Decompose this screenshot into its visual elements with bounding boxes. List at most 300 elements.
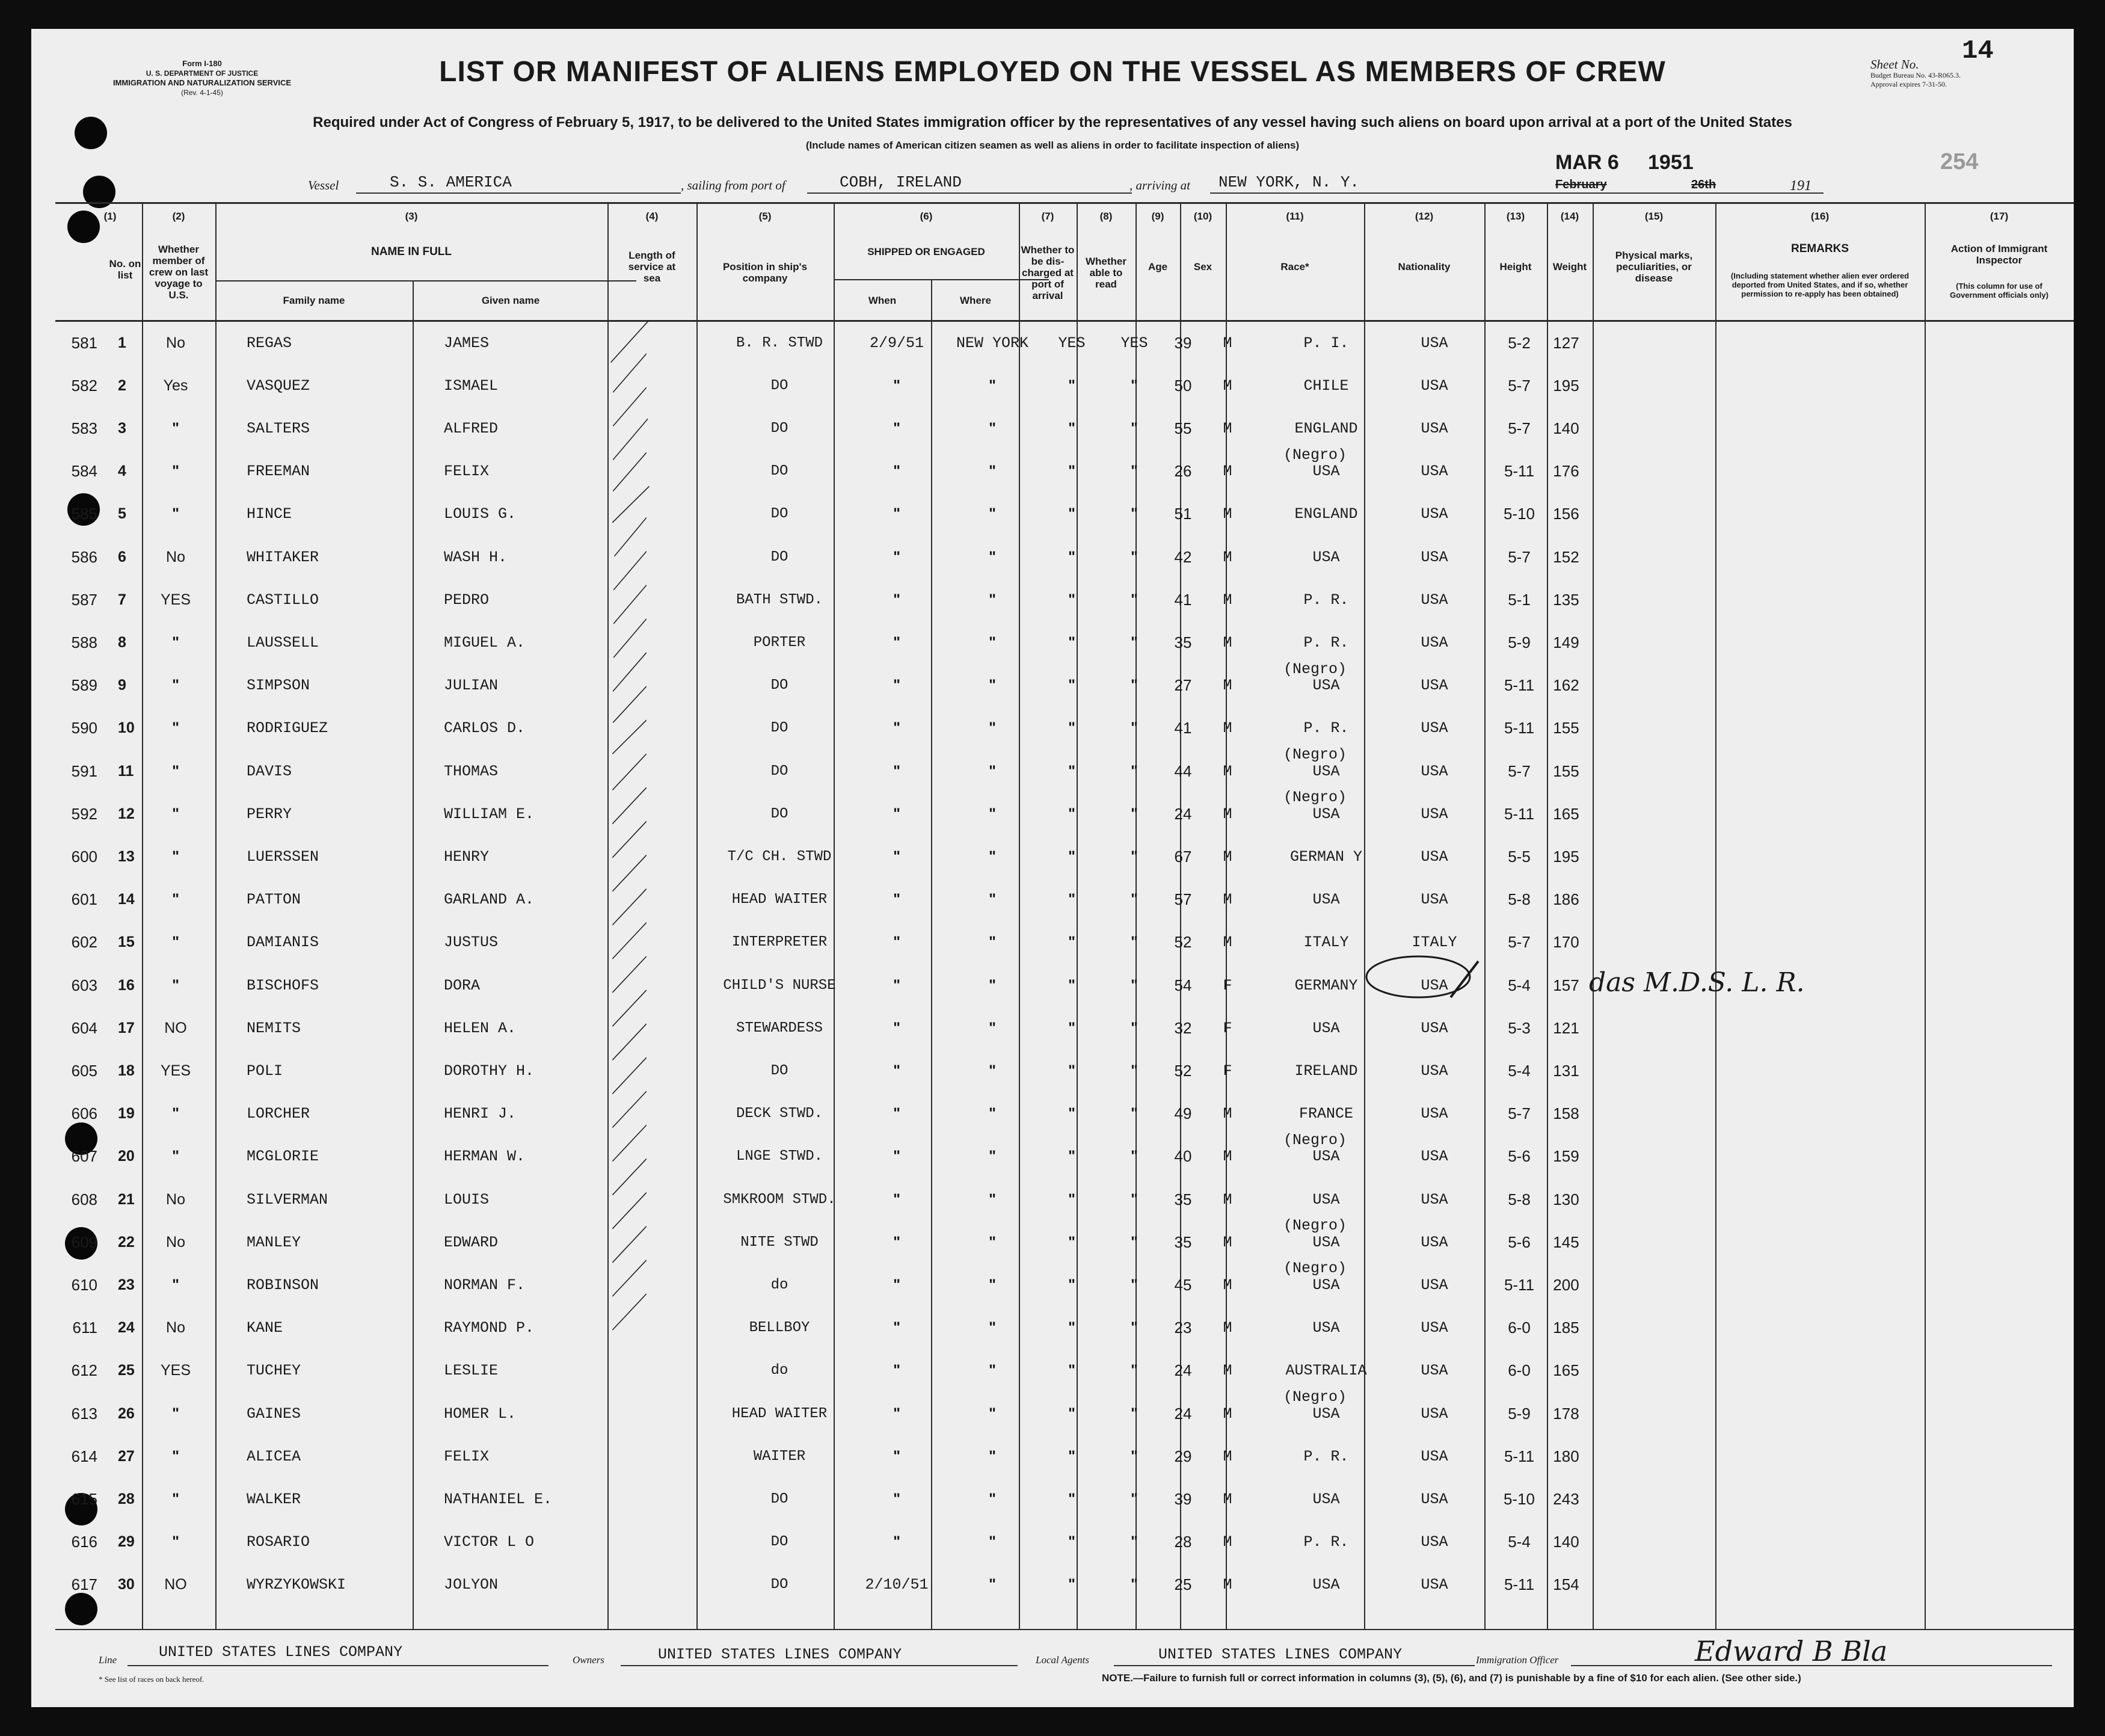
row-family-name: ROSARIO xyxy=(247,1533,310,1551)
row-height: 5-8 xyxy=(1508,1190,1531,1208)
row-discharged: " xyxy=(1068,1447,1075,1465)
row-given-name: VICTOR L O xyxy=(444,1533,535,1551)
row-height: 5-4 xyxy=(1508,1533,1531,1551)
row-family-name: FREEMAN xyxy=(247,463,310,481)
table-row xyxy=(31,921,2074,964)
row-height: 5-7 xyxy=(1508,1104,1531,1123)
row-nationality: USA xyxy=(1421,1105,1448,1123)
row-sequence-number: 13 xyxy=(118,848,135,865)
table-row xyxy=(31,1477,2074,1521)
row-able-to-read: " xyxy=(1131,848,1138,865)
row-weight: 157 xyxy=(1553,976,1579,994)
row-sex: M xyxy=(1223,463,1232,481)
row-height: 5-7 xyxy=(1508,933,1531,952)
row-discharged: " xyxy=(1068,891,1075,908)
row-line-number: 602 xyxy=(71,933,97,952)
row-last-voyage: Yes xyxy=(163,377,188,394)
row-shipped-where: " xyxy=(989,1447,996,1465)
row-sequence-number: 9 xyxy=(118,677,126,694)
row-given-name: FELIX xyxy=(444,463,490,481)
row-age: 26 xyxy=(1174,462,1192,481)
row-race: P. R. xyxy=(1303,591,1349,609)
row-height: 5-7 xyxy=(1508,376,1531,395)
row-race: GERMAN Y xyxy=(1289,848,1363,866)
row-discharged: " xyxy=(1068,1319,1075,1337)
row-weight: 186 xyxy=(1553,890,1579,909)
row-nationality: USA xyxy=(1421,1190,1448,1208)
row-shipped-where: " xyxy=(989,677,996,694)
footer-officer-signature: Edward B Bla xyxy=(1695,1635,1888,1667)
row-family-name: WHITAKER xyxy=(247,548,319,566)
row-age: 41 xyxy=(1174,590,1192,609)
footnote: * See list of races on back hereof. xyxy=(99,1675,204,1684)
row-sequence-number: 10 xyxy=(118,719,135,737)
row-nationality: USA xyxy=(1421,419,1448,437)
row-able-to-read: " xyxy=(1131,805,1138,822)
row-discharged: " xyxy=(1068,805,1075,822)
row-discharged: " xyxy=(1068,677,1075,694)
row-given-name: HELEN A. xyxy=(444,1019,517,1037)
row-last-voyage: " xyxy=(172,1447,179,1465)
row-able-to-read: " xyxy=(1131,1148,1138,1165)
row-race: P. R. xyxy=(1303,719,1349,737)
col-header-given-name: Given name xyxy=(481,294,540,306)
row-able-to-read: YES xyxy=(1120,334,1148,352)
row-height: 5-11 xyxy=(1504,719,1535,737)
col-header-length-of-service: Length of service at sea xyxy=(628,249,676,284)
row-position: SMKROOM STWD. xyxy=(723,1191,836,1208)
printed-year: 191 xyxy=(1790,178,1812,194)
row-weight: 140 xyxy=(1553,419,1579,437)
row-height: 5-11 xyxy=(1504,676,1535,695)
row-given-name: ISMAEL xyxy=(444,377,499,395)
row-weight: 170 xyxy=(1553,933,1579,952)
row-sex: M xyxy=(1223,1576,1232,1594)
row-discharged: " xyxy=(1068,1190,1075,1208)
row-given-name: JOLYON xyxy=(444,1576,499,1594)
row-nationality: USA xyxy=(1421,1490,1448,1508)
row-race: USA xyxy=(1312,891,1340,909)
col-header-name-in-full: NAME IN FULL xyxy=(370,245,452,258)
row-able-to-read: " xyxy=(1131,1190,1138,1208)
row-weight: 200 xyxy=(1553,1275,1579,1294)
row-race-note: (Negro) xyxy=(1283,1260,1347,1278)
row-sequence-number: 11 xyxy=(118,762,134,780)
row-race-note: (Negro) xyxy=(1283,1131,1347,1149)
col-num-10: (10) xyxy=(1193,211,1212,222)
row-last-voyage: " xyxy=(172,1490,179,1507)
row-weight: 155 xyxy=(1553,719,1579,737)
row-race-note: (Negro) xyxy=(1283,446,1347,464)
row-family-name: REGAS xyxy=(247,334,292,352)
table-row xyxy=(31,835,2074,878)
row-age: 67 xyxy=(1174,847,1192,866)
row-weight: 155 xyxy=(1553,762,1579,780)
row-position: DO xyxy=(770,506,788,523)
row-position: PORTER xyxy=(753,634,806,651)
row-sequence-number: 25 xyxy=(118,1362,135,1379)
row-sequence-number: 12 xyxy=(118,805,135,822)
row-height: 6-0 xyxy=(1508,1361,1531,1380)
col-num-15: (15) xyxy=(1644,211,1664,222)
sheet-label: Sheet No. xyxy=(1870,57,1919,72)
row-given-name: HENRY xyxy=(444,848,490,866)
row-discharged: " xyxy=(1068,548,1075,565)
row-race: GERMANY xyxy=(1294,976,1358,994)
subtitle-note: (Include names of American citizen seamen as well as aliens in order to facilitate inspection of aliens) xyxy=(805,140,1300,151)
row-given-name: FELIX xyxy=(444,1447,490,1465)
row-last-voyage: No xyxy=(166,1319,185,1337)
row-line-number: 614 xyxy=(71,1447,97,1465)
row-weight: 180 xyxy=(1553,1447,1579,1465)
row-discharged: " xyxy=(1068,1148,1075,1165)
table-row xyxy=(31,1178,2074,1221)
row-family-name: DAVIS xyxy=(247,762,292,780)
row-shipped-when: " xyxy=(893,1190,900,1208)
row-sequence-number: 6 xyxy=(118,548,126,565)
row-last-voyage: YES xyxy=(160,1062,191,1079)
row-race: IRELAND xyxy=(1294,1062,1358,1080)
row-weight: 149 xyxy=(1553,633,1579,651)
row-nationality: USA xyxy=(1421,1405,1448,1423)
row-position: WAITER xyxy=(753,1448,806,1465)
table-row xyxy=(31,1388,2074,1435)
service: IMMIGRATION AND NATURALIZATION SERVICE xyxy=(112,78,292,87)
row-race: USA xyxy=(1312,1233,1340,1251)
row-age: 39 xyxy=(1174,333,1192,352)
row-nationality: USA xyxy=(1421,891,1448,909)
row-family-name: DAMIANIS xyxy=(247,934,319,952)
sheet-number: 14 xyxy=(1962,36,1994,66)
row-last-voyage: " xyxy=(172,719,179,737)
row-given-name: HOMER L. xyxy=(444,1405,517,1423)
row-race: FRANCE xyxy=(1298,1105,1353,1123)
row-shipped-when: " xyxy=(893,976,900,994)
row-race: USA xyxy=(1312,1319,1340,1337)
row-sequence-number: 28 xyxy=(118,1490,135,1507)
row-last-voyage: NO xyxy=(164,1576,187,1593)
row-sequence-number: 5 xyxy=(118,505,126,523)
table-row xyxy=(31,1563,2074,1607)
col-header-weight: Weight xyxy=(1552,260,1587,272)
row-race: USA xyxy=(1312,1148,1340,1166)
row-sex: M xyxy=(1223,1148,1232,1166)
row-sex: F xyxy=(1223,976,1232,994)
row-race-note: (Negro) xyxy=(1283,1217,1347,1235)
row-line-number: 588 xyxy=(71,633,97,651)
col-num-16: (16) xyxy=(1810,211,1830,222)
row-age: 54 xyxy=(1174,976,1192,994)
row-last-voyage: " xyxy=(172,762,179,780)
row-given-name: MIGUEL A. xyxy=(444,633,526,651)
row-shipped-when: " xyxy=(893,377,900,394)
row-age: 35 xyxy=(1174,1190,1192,1208)
row-discharged: " xyxy=(1068,463,1075,480)
table-row xyxy=(31,1349,2074,1393)
row-given-name: JUSTUS xyxy=(444,934,499,952)
row-family-name: LORCHER xyxy=(247,1105,310,1123)
row-position: BELLBOY xyxy=(749,1320,810,1337)
col-header-member-last-voyage: Whether member of crew on last voyage to U.S. xyxy=(149,243,209,301)
row-able-to-read: " xyxy=(1131,591,1138,608)
row-sequence-number: 30 xyxy=(118,1576,135,1593)
row-weight: 165 xyxy=(1553,1361,1579,1380)
row-nationality: USA xyxy=(1421,1533,1448,1551)
row-line-number: 592 xyxy=(71,804,97,823)
table-row xyxy=(31,493,2074,536)
row-sequence-number: 15 xyxy=(118,934,135,951)
row-race: CHILE xyxy=(1303,377,1349,395)
col-num-14: (14) xyxy=(1560,211,1579,222)
col-header-height: Height xyxy=(1499,260,1532,272)
row-family-name: ROBINSON xyxy=(247,1276,319,1294)
row-sex: M xyxy=(1223,633,1232,651)
row-position: do xyxy=(770,1276,788,1293)
arrival-date-stamp: MAR 6 xyxy=(1555,151,1619,174)
row-given-name: JAMES xyxy=(444,334,490,352)
col-header-discharged: Whether to be dis-charged at port of arrival xyxy=(1021,244,1075,301)
row-nationality: USA xyxy=(1421,1576,1448,1594)
row-given-name: GARLAND A. xyxy=(444,891,535,909)
document-title: LIST OR MANIFEST OF ALIENS EMPLOYED ON THE VESSEL AS MEMBERS OF CREW xyxy=(439,56,1666,88)
row-shipped-when: " xyxy=(893,719,900,737)
row-able-to-read: " xyxy=(1131,1105,1138,1122)
row-height: 5-11 xyxy=(1504,1447,1535,1465)
row-shipped-where: " xyxy=(989,633,996,651)
row-line-number: 609 xyxy=(71,1233,97,1251)
row-able-to-read: " xyxy=(1131,1447,1138,1465)
row-shipped-when: " xyxy=(893,1276,900,1293)
vessel-name: S. S. AMERICA xyxy=(390,173,512,191)
row-height: 5-6 xyxy=(1508,1147,1531,1166)
row-able-to-read: " xyxy=(1131,976,1138,994)
row-line-number: 585 xyxy=(71,505,97,523)
row-weight: 162 xyxy=(1553,676,1579,695)
row-sequence-number: 7 xyxy=(118,591,126,608)
row-family-name: WALKER xyxy=(247,1490,301,1508)
row-race: USA xyxy=(1312,1019,1340,1037)
row-weight: 185 xyxy=(1553,1319,1579,1337)
row-age: 24 xyxy=(1174,804,1192,823)
row-sex: F xyxy=(1223,1019,1232,1037)
row-shipped-where: " xyxy=(989,1405,996,1422)
row-shipped-when: " xyxy=(893,1447,900,1465)
row-race: USA xyxy=(1312,463,1340,481)
row-given-name: CARLOS D. xyxy=(444,719,526,737)
row-last-voyage: YES xyxy=(160,1362,191,1379)
row-age: 28 xyxy=(1174,1533,1192,1551)
row-sequence-number: 22 xyxy=(118,1233,135,1251)
row-last-voyage: No xyxy=(166,334,185,351)
row-position: HEAD WAITER xyxy=(731,1405,828,1422)
row-able-to-read: " xyxy=(1131,1533,1138,1551)
row-weight: 195 xyxy=(1553,847,1579,866)
row-race: P. I. xyxy=(1303,334,1349,352)
row-sex: M xyxy=(1223,805,1232,823)
col-num-11: (11) xyxy=(1286,211,1304,222)
col-header-sex: Sex xyxy=(1193,260,1212,272)
row-position: DO xyxy=(770,1491,788,1507)
row-race-note: (Negro) xyxy=(1283,1388,1347,1406)
row-nationality: USA xyxy=(1421,719,1448,737)
row-weight: 178 xyxy=(1553,1404,1579,1423)
row-nationality: USA xyxy=(1421,976,1448,994)
row-height: 5-7 xyxy=(1508,419,1531,437)
row-race: USA xyxy=(1312,1190,1340,1208)
row-position: DO xyxy=(770,763,788,780)
row-nationality: USA xyxy=(1421,1019,1448,1037)
row-sex: M xyxy=(1223,1276,1232,1294)
row-position: STEWARDESS xyxy=(736,1020,823,1036)
footer-agents-label: Local Agents xyxy=(1036,1654,1089,1666)
row-weight: 131 xyxy=(1553,1061,1579,1080)
row-sex: M xyxy=(1223,762,1232,780)
form-number: Form I-180 xyxy=(182,59,222,68)
row-given-name: THOMAS xyxy=(444,762,499,780)
row-height: 5-2 xyxy=(1508,333,1531,352)
row-sequence-number: 3 xyxy=(118,419,126,437)
row-height: 5-10 xyxy=(1503,505,1535,523)
remarks-handwritten: das M.D.S. L. R. xyxy=(1589,967,1805,998)
row-position: DO xyxy=(770,1534,788,1551)
row-discharged: " xyxy=(1068,976,1075,994)
row-discharged: " xyxy=(1068,762,1075,780)
footer-owners-label: Owners xyxy=(573,1654,604,1666)
row-position: DO xyxy=(770,1577,788,1593)
row-discharged: " xyxy=(1068,1576,1075,1593)
table-row xyxy=(31,660,2074,707)
row-able-to-read: " xyxy=(1131,934,1138,951)
row-position: DO xyxy=(770,677,788,694)
row-family-name: PATTON xyxy=(247,891,301,909)
col-header-race: Race* xyxy=(1280,260,1309,272)
row-last-voyage: " xyxy=(172,633,179,651)
row-given-name: JULIAN xyxy=(444,677,499,695)
row-shipped-when: " xyxy=(893,591,900,608)
row-race: AUSTRALIA xyxy=(1285,1362,1367,1380)
row-line-number: 604 xyxy=(71,1018,97,1037)
row-nationality: USA xyxy=(1421,377,1448,395)
row-last-voyage: " xyxy=(172,419,179,437)
row-age: 25 xyxy=(1174,1575,1192,1594)
row-sequence-number: 23 xyxy=(118,1276,135,1293)
row-given-name: PEDRO xyxy=(444,591,490,609)
row-weight: 140 xyxy=(1553,1533,1579,1551)
row-position: B. R. STWD xyxy=(736,334,823,351)
row-last-voyage: " xyxy=(172,848,179,865)
row-given-name: ALFRED xyxy=(444,419,499,437)
col-num-1: (1) xyxy=(103,211,117,222)
row-last-voyage: YES xyxy=(160,591,191,608)
row-sex: M xyxy=(1223,891,1232,909)
table-row xyxy=(31,1092,2074,1136)
row-family-name: BISCHOFS xyxy=(247,976,319,994)
table-row xyxy=(31,1260,2074,1307)
row-discharged: " xyxy=(1068,719,1075,737)
row-sex: M xyxy=(1223,1105,1232,1123)
subtitle: Required under Act of Congress of February 5, 1917, to be delivered to the United States immigration officer by the representatives of any vessel having such aliens on board upon arrival at a port of the United States xyxy=(313,114,1792,131)
col-header-inspector-action: Action of Immigrant Inspector xyxy=(1950,243,2048,266)
row-shipped-where: " xyxy=(989,719,996,737)
footer-line-label: Line xyxy=(99,1654,117,1666)
row-position: DO xyxy=(770,377,788,394)
row-shipped-when: " xyxy=(893,1233,900,1251)
row-sex: M xyxy=(1223,719,1232,737)
row-weight: 159 xyxy=(1553,1147,1579,1166)
table-row xyxy=(31,321,2074,365)
row-given-name: LOUIS G. xyxy=(444,505,517,523)
row-sex: M xyxy=(1223,1447,1232,1465)
row-race: ENGLAND xyxy=(1294,505,1358,523)
col-header-inspector-detail: (This column for use of Government officials only) xyxy=(1950,282,2048,300)
col-header-no-on-list: No. on list xyxy=(109,258,141,281)
footer-line-value: UNITED STATES LINES COMPANY xyxy=(159,1643,403,1661)
table-row xyxy=(31,707,2074,750)
row-sequence-number: 17 xyxy=(118,1019,135,1036)
row-sequence-number: 16 xyxy=(118,976,135,994)
row-able-to-read: " xyxy=(1131,548,1138,565)
row-shipped-where: " xyxy=(989,891,996,908)
row-height: 5-9 xyxy=(1508,633,1531,651)
table-row xyxy=(31,878,2074,922)
row-able-to-read: " xyxy=(1131,1405,1138,1422)
row-shipped-where: " xyxy=(989,848,996,865)
row-given-name: DOROTHY H. xyxy=(444,1062,535,1080)
row-sex: M xyxy=(1223,505,1232,523)
row-weight: 243 xyxy=(1553,1489,1579,1508)
row-shipped-when: " xyxy=(893,1319,900,1337)
row-sex: M xyxy=(1223,377,1232,395)
row-shipped-where: " xyxy=(989,1490,996,1507)
col-header-shipped-or-engaged: SHIPPED OR ENGAGED xyxy=(867,245,985,257)
table-row xyxy=(31,1435,2074,1478)
row-shipped-when: " xyxy=(893,1362,900,1379)
row-discharged: " xyxy=(1068,419,1075,437)
row-height: 5-7 xyxy=(1508,547,1531,566)
col-num-6: (6) xyxy=(920,211,933,222)
row-last-voyage: No xyxy=(166,548,185,565)
row-line-number: 608 xyxy=(71,1190,97,1208)
row-weight: 176 xyxy=(1553,462,1579,481)
row-given-name: LOUIS xyxy=(444,1190,490,1208)
row-height: 5-11 xyxy=(1504,804,1535,823)
row-position: DO xyxy=(770,720,788,737)
row-last-voyage: " xyxy=(172,1276,179,1293)
row-last-voyage: " xyxy=(172,505,179,523)
row-race: USA xyxy=(1312,548,1340,566)
row-weight: 195 xyxy=(1553,376,1579,395)
row-height: 5-7 xyxy=(1508,762,1531,780)
row-age: 52 xyxy=(1174,933,1192,952)
row-age: 29 xyxy=(1174,1447,1192,1465)
row-given-name: WASH H. xyxy=(444,548,508,566)
col-header-age: Age xyxy=(1148,260,1168,272)
row-shipped-where: " xyxy=(989,762,996,780)
table-row xyxy=(31,1049,2074,1092)
row-shipped-where: " xyxy=(989,1319,996,1337)
row-sex: M xyxy=(1223,1233,1232,1251)
row-line-number: 587 xyxy=(71,590,97,609)
row-shipped-when: " xyxy=(893,848,900,865)
row-last-voyage: " xyxy=(172,1533,179,1551)
row-sequence-number: 19 xyxy=(118,1105,135,1122)
row-sex: M xyxy=(1223,1362,1232,1380)
row-race: USA xyxy=(1312,762,1340,780)
row-family-name: PERRY xyxy=(247,805,292,823)
row-able-to-read: " xyxy=(1131,677,1138,694)
table-row xyxy=(31,1521,2074,1564)
row-line-number: 605 xyxy=(71,1061,97,1080)
